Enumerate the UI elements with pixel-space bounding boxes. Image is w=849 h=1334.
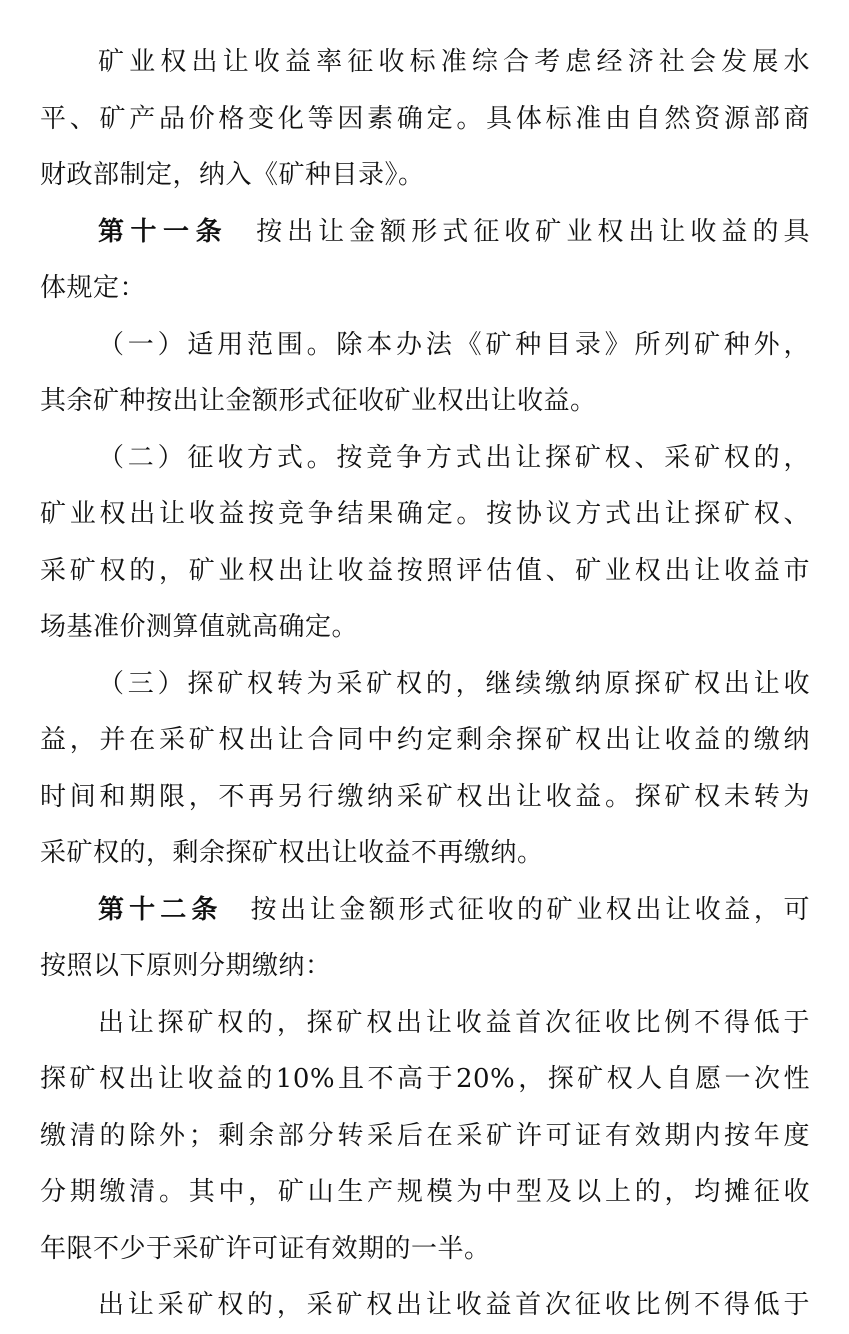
- line-text: （二）征收方式。按竞争方式出让探矿权、采矿权的，: [98, 442, 810, 473]
- text-line: [40, 656, 810, 713]
- line-text: 年限不少于采矿许可证有效期的一半。: [40, 1233, 491, 1264]
- line-text: 财政部制定，纳入《矿种目录》。: [40, 160, 425, 190]
- text-line: [40, 34, 810, 91]
- article-line: [40, 882, 810, 939]
- line-text: 缴清的除外；剩余部分转采后在采矿许可证有效期内按年度: [40, 1120, 810, 1151]
- line-text: 益，并在采矿权出让合同中约定剩余探矿权出让收益的缴纳: [40, 725, 810, 755]
- text-line: [40, 995, 810, 1052]
- text-line: [40, 1051, 810, 1108]
- text-line: [40, 712, 810, 769]
- document-page: [40, 34, 810, 1334]
- text-line: [40, 1277, 810, 1334]
- text-line: [40, 147, 810, 204]
- line-text: 体规定：: [40, 273, 147, 303]
- line-text: 矿业权出让收益率征收标准综合考虑经济社会发展水: [98, 47, 810, 77]
- line-text: 出让探矿权的，探矿权出让收益首次征收比例不得低于: [98, 1007, 810, 1038]
- text-line: [40, 543, 810, 600]
- line-text: 场基准价测算值就高确定。: [40, 612, 359, 642]
- line-text: （三）探矿权转为采矿权的，继续缴纳原探矿权出让收: [98, 668, 810, 699]
- line-text: 矿业权出让收益按竞争结果确定。按协议方式出让探矿权、: [40, 499, 810, 529]
- text-line: [40, 260, 810, 317]
- text-line: [40, 1221, 810, 1278]
- text-line: [40, 373, 810, 430]
- line-text: 按照以下原则分期缴纳：: [40, 951, 332, 981]
- text-line: [40, 91, 810, 148]
- line-text: 采矿权的，剩余探矿权出让收益不再缴纳。: [40, 838, 544, 868]
- text-line: [40, 486, 810, 543]
- line-text: 出让采矿权的，采矿权出让收益首次征收比例不得低于: [98, 1290, 810, 1320]
- line-text: 采矿权的，矿业权出让收益按照评估值、矿业权出让收益市: [40, 555, 810, 586]
- line-text: 时间和期限，不再另行缴纳采矿权出让收益。探矿权未转为: [40, 781, 810, 812]
- text-line: [40, 938, 810, 995]
- text-line: [40, 769, 810, 826]
- line-text: 平、矿产品价格变化等因素确定。具体标准由自然资源部商: [40, 103, 810, 134]
- text-line: [40, 1108, 810, 1165]
- line-text: 分期缴清。其中，矿山生产规模为中型及以上的，均摊征收: [40, 1177, 810, 1207]
- article-heading: 第十二条: [98, 894, 223, 925]
- line-text: 其余矿种按出让金额形式征收矿业权出让收益。: [40, 386, 597, 416]
- line-text: 按出让金额形式征收矿业权出让收益的具: [256, 216, 810, 247]
- line-text: 探矿权出让收益的10%且不高于20%，探矿权人自愿一次性: [40, 1064, 810, 1094]
- article-heading: 第十一条: [98, 216, 229, 247]
- line-text: 按出让金额形式征收的矿业权出让收益，可: [250, 894, 810, 925]
- text-line: [40, 317, 810, 374]
- text-line: [40, 599, 810, 656]
- article-line: [40, 204, 810, 261]
- text-line: [40, 825, 810, 882]
- text-line: [40, 1164, 810, 1221]
- line-text: （一）适用范围。除本办法《矿种目录》所列矿种外，: [98, 329, 810, 360]
- text-line: [40, 430, 810, 487]
